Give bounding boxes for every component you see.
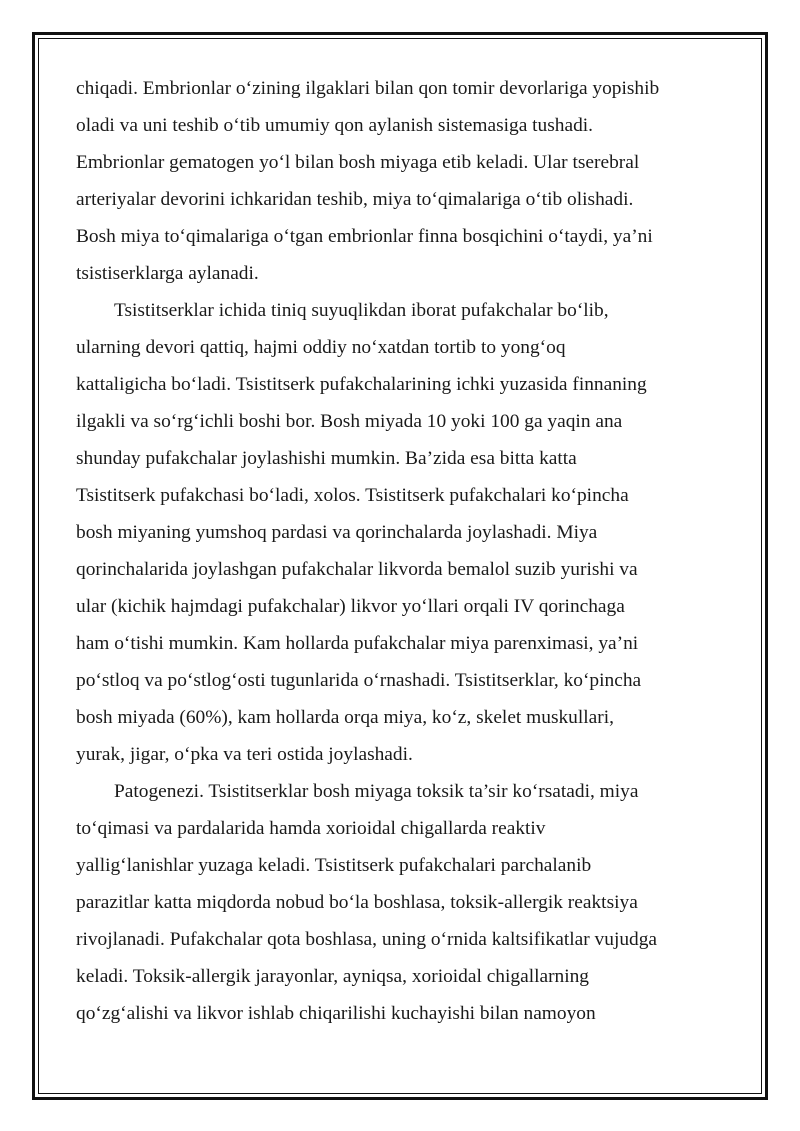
text-line: qorinchalarida joylashgan pufakchalar likvorda bemalol suzib yurishi va (76, 559, 638, 580)
text-line: Patogenezi. Tsistitserklar bosh miyaga toksik ta’sir ko‘rsatadi, miya (114, 781, 639, 802)
text-line: rivojlanadi. Pufakchalar qota boshlasa, uning o‘rnida kaltsifikatlar vujudga (76, 929, 658, 950)
text-line: ham o‘tishi mumkin. Kam hollarda pufakchalar miya parenximasi, ya’ni (76, 633, 639, 654)
text-line: Tsistitserklar ichida tiniq suyuqlikdan iborat pufakchalar bo‘lib, (114, 300, 609, 321)
text-line: bosh miyaning yumshoq pardasi va qorinchalarda joylashadi. Miya (76, 522, 598, 543)
text-line: arteriyalar devorini ichkaridan teshib, miya to‘qimalariga o‘tib olishadi. (76, 189, 634, 210)
text-line: chiqadi. Embrionlar o‘zining ilgaklari bilan qon tomir devorlariga yopishib (76, 78, 660, 99)
paragraph-2 (76, 292, 728, 773)
text-line: ular (kichik hajmdagi pufakchalar) likvor yo‘llari orqali IV qorinchaga (76, 596, 625, 617)
text-line: keladi. Toksik-allergik jarayonlar, ayniqsa, xorioidal chigallarning (76, 966, 590, 987)
text-line: parazitlar katta miqdorda nobud bo‘la boshlasa, toksik-allergik reaktsiya (76, 892, 638, 913)
document-body (76, 70, 728, 1032)
text-line: ilgakli va so‘rg‘ichli boshi bor. Bosh miyada 10 yoki 100 ga yaqin ana (76, 411, 623, 432)
text-line: shunday pufakchalar joylashishi mumkin. Ba’zida esa bitta katta (76, 448, 577, 469)
paragraph-3 (76, 773, 728, 1032)
text-line: kattaligicha bo‘ladi. Tsistitserk pufakchalarining ichki yuzasida finnaning (76, 374, 647, 395)
text-line: yallig‘lanishlar yuzaga keladi. Tsistitserk pufakchalari parchalanib (76, 855, 592, 876)
text-line: oladi va uni teshib o‘tib umumiy qon aylanish sistemasiga tushadi. (76, 115, 594, 136)
text-line: Tsistitserk pufakchasi bo‘ladi, xolos. Tsistitserk pufakchalari ko‘pincha (76, 485, 629, 506)
text-line: qo‘zg‘alishi va likvor ishlab chiqarilishi kuchayishi bilan namoyon (76, 1003, 596, 1024)
text-line: po‘stloq va po‘stlog‘osti tugunlarida o‘rnashadi. Tsistitserklar, ko‘pincha (76, 670, 642, 691)
text-line: Embrionlar gematogen yo‘l bilan bosh miyaga etib keladi. Ular tserebral (76, 152, 640, 173)
text-line: tsistiserklarga aylanadi. (76, 263, 259, 284)
text-line: yurak, jigar, o‘pka va teri ostida joylashadi. (76, 744, 413, 765)
text-line: ularning devori qattiq, hajmi oddiy no‘xatdan tortib to yong‘oq (76, 337, 566, 358)
text-line: Bosh miya to‘qimalariga o‘tgan embrionlar finna bosqichini o‘taydi, ya’ni (76, 226, 653, 247)
text-line: to‘qimasi va pardalarida hamda xorioidal chigallarda reaktiv (76, 818, 546, 839)
paragraph-1 (76, 70, 728, 292)
text-line: bosh miyada (60%), kam hollarda orqa miya, ko‘z, skelet muskullari, (76, 707, 614, 728)
